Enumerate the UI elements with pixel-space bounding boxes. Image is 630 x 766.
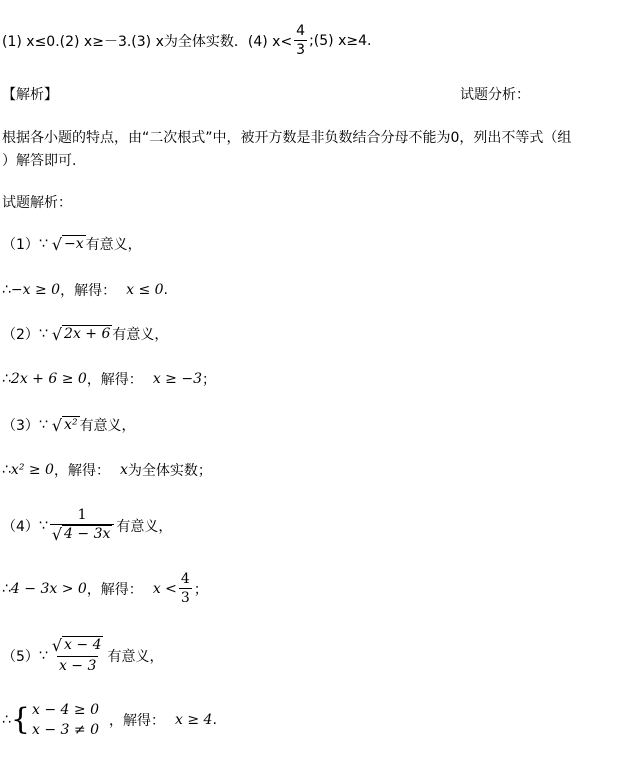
fraction-numerator	[50, 636, 106, 656]
because-symbol: ∵	[38, 647, 48, 664]
solution-label: 试题解析：	[2, 195, 72, 211]
system-row-2: x − 3 ≠ 0	[32, 722, 99, 738]
analysis-line-1	[2, 127, 571, 147]
result-fraction	[179, 570, 192, 607]
radical-icon: √	[51, 416, 63, 435]
result: x ≥ −3	[152, 371, 202, 387]
fraction-denominator: 3	[180, 590, 190, 606]
fraction-numerator: 4	[296, 23, 306, 39]
radicand: x − 4	[64, 637, 102, 653]
fraction-numerator: 1	[77, 507, 87, 523]
result: x	[119, 462, 128, 478]
analysis-heading	[460, 84, 530, 104]
radicand: −x	[64, 236, 84, 252]
solution-heading	[2, 192, 72, 212]
sqrt-expression	[52, 525, 113, 543]
answer-line	[2, 22, 371, 59]
item4-premise	[2, 506, 172, 545]
condition: 2x + 6 ≥ 0	[10, 371, 87, 387]
end-text: .	[163, 282, 168, 298]
solve-text: ，解得：	[60, 283, 117, 299]
jiexi-heading	[2, 84, 58, 104]
fraction-denominator: 3	[296, 42, 306, 58]
answer-text-1: (1) x≤0.(2) x≥－3.(3) x为全体实数．(4) x<	[2, 33, 293, 50]
meaning-text: 有意义，	[116, 518, 173, 535]
therefore-symbol: ∴	[2, 580, 11, 597]
system-rows	[32, 700, 99, 740]
solve-text: ，解得：	[86, 372, 143, 388]
therefore-glyph: ∴	[2, 712, 11, 728]
radical-icon: √	[51, 235, 63, 254]
fraction-expression	[50, 636, 106, 675]
condition: x² ≥ 0	[10, 462, 54, 478]
solve-text: ，解得：	[53, 463, 110, 479]
sqrt-expression	[52, 235, 86, 253]
item3-premise	[2, 415, 136, 435]
analysis-text-1: 根据各小题的特点，由“二次根式”中，被开方数是非负数结合分母不能为0，列出不等式（组	[2, 130, 572, 146]
item2-index: （2）	[2, 327, 39, 343]
radicand: 4 − 3x	[64, 526, 111, 542]
analysis-text-2: ）解答即可.	[2, 153, 77, 169]
condition: 4 − 3x > 0	[10, 580, 87, 597]
radical-icon: √	[51, 525, 63, 544]
radicand: x²	[64, 417, 78, 433]
because-symbol: ∵	[38, 417, 48, 433]
therefore-symbol: ∴	[2, 371, 11, 387]
result: x ≥ 4	[175, 712, 213, 728]
because-symbol: ∵	[38, 236, 48, 252]
result: x <	[152, 580, 177, 597]
item4-index: （4）	[2, 518, 39, 535]
meaning-text: 有意义，	[107, 648, 164, 665]
result: x ≤ 0	[126, 282, 164, 298]
item5-index: （5）	[2, 648, 39, 665]
meaning-text: 有意义，	[79, 418, 136, 434]
fraction-denominator	[50, 524, 115, 545]
fraction-denominator: x − 3	[58, 658, 97, 674]
item1-index: （1）	[2, 237, 39, 253]
end-text: ；	[201, 372, 216, 388]
sqrt-expression	[52, 416, 80, 434]
analysis-line-2	[2, 150, 76, 170]
system-row-1: x − 4 ≥ 0	[32, 702, 99, 718]
answer-text-2: ;(5) x≥4.	[309, 32, 372, 49]
sqrt-expression	[52, 636, 104, 654]
sqrt-expression	[52, 325, 113, 343]
meaning-text: 有意义，	[112, 327, 169, 343]
item2-conclusion	[2, 369, 216, 389]
solve-text: ，解得：	[86, 581, 143, 598]
analysis-label: 试题分析：	[460, 87, 530, 103]
inequality-system	[11, 700, 99, 740]
because-symbol: ∵	[38, 517, 48, 534]
jiexi-label: 【解析】	[2, 87, 58, 103]
therefore-symbol: ∴	[2, 282, 11, 298]
item5-premise	[2, 636, 163, 675]
answer-fraction	[294, 22, 307, 59]
item1-conclusion	[2, 280, 168, 300]
meaning-text: 有意义，	[85, 237, 142, 253]
therefore-symbol: ∴	[2, 462, 11, 478]
solve-text: ，解得：	[109, 713, 165, 729]
because-symbol: ∵	[38, 326, 48, 342]
item5-conclusion	[2, 700, 217, 740]
item1-premise	[2, 234, 142, 254]
end-text: ；	[193, 581, 208, 598]
radicand: 2x + 6	[64, 326, 111, 342]
condition: −x ≥ 0	[10, 282, 61, 298]
end-text: 为全体实数；	[127, 463, 212, 479]
item4-conclusion	[2, 570, 208, 607]
radical-icon: √	[51, 325, 63, 344]
end-text: .	[212, 712, 217, 728]
item3-conclusion	[2, 460, 212, 480]
fraction-numerator: 4	[180, 571, 190, 587]
radical-icon: √	[51, 636, 63, 655]
item2-premise	[2, 324, 168, 344]
fraction-expression	[50, 506, 115, 545]
item3-index: （3）	[2, 418, 39, 434]
brace-icon: {	[10, 702, 31, 737]
